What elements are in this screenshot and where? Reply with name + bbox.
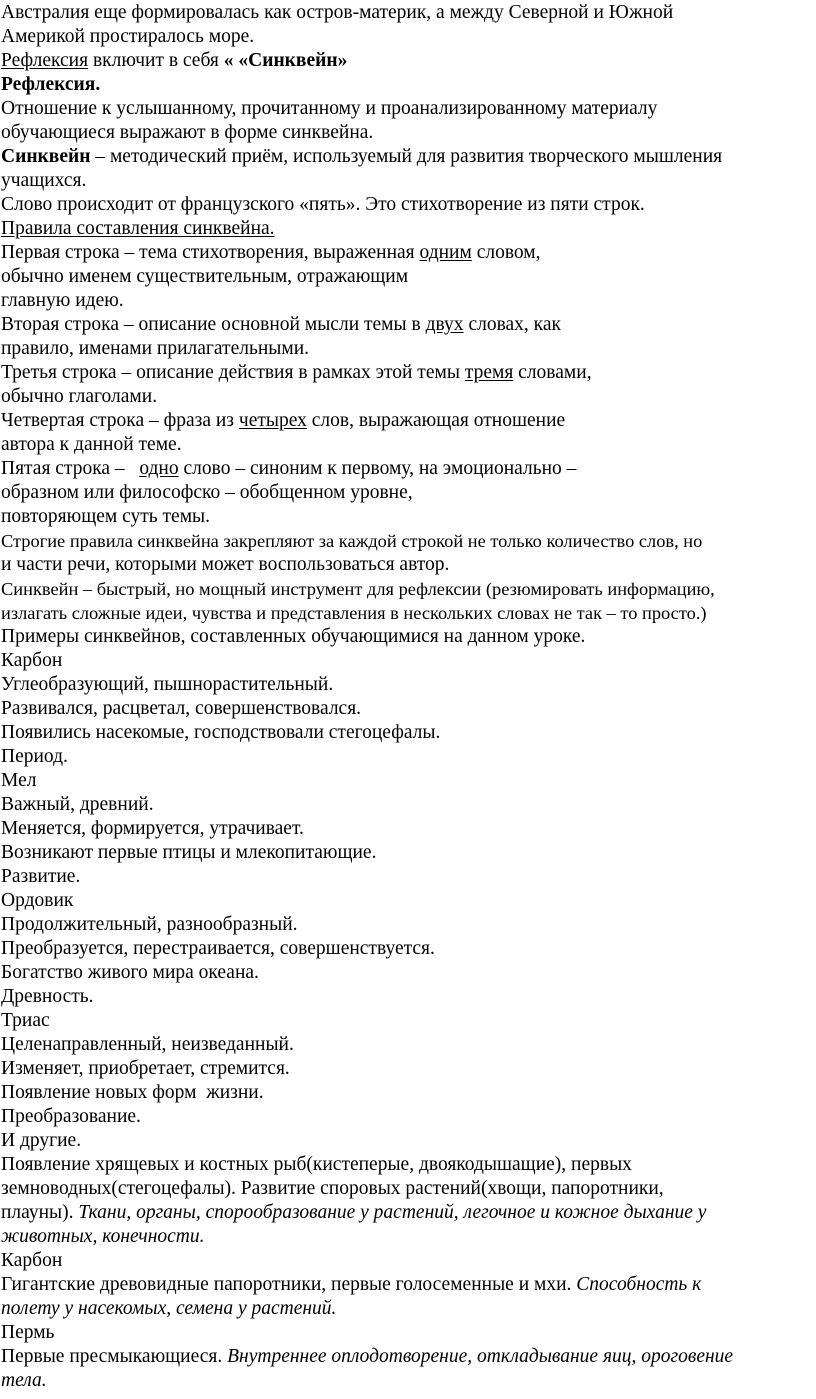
text-line (1, 1202, 706, 1224)
text-span: Третья строка – описание действия в рамках этой темы (1, 362, 465, 383)
rule-line (1, 410, 565, 432)
text-line: Древность. (1, 986, 94, 1007)
text-line: обычно глаголами. (1, 386, 158, 407)
cinquain-title: Карбон (1, 650, 63, 671)
text-span: словами, (513, 362, 592, 383)
text-line: повторяющем суть темы. (1, 506, 211, 527)
text-span: Первая строка – тема стихотворения, выраженная (1, 242, 420, 263)
text-line: учащихся. (1, 170, 87, 191)
cinquain-label: « «Синквейн» (223, 50, 348, 71)
text-line: Возникают первые птицы и млекопитающие. (1, 842, 377, 863)
italic-text: животных, конечности. (1, 1226, 205, 1247)
text-line: Целенаправленный, неизведанный. (1, 1034, 294, 1055)
emphasis-word: тремя (464, 362, 514, 383)
text-line: Преобразование. (1, 1106, 141, 1127)
text-line: Австралия еще формировалась как остров-материк, а между Северной и Южной (1, 2, 674, 23)
emphasis-word: одно (139, 458, 179, 479)
text-line: Строгие правила синквейна закрепляют за каждой строкой не только количество слов, но (1, 531, 703, 551)
text-line: обычно именем существительным, отражающим (1, 266, 409, 287)
period-title: Карбон (1, 1250, 63, 1271)
rule-line (1, 242, 541, 264)
text-span: плауны). (1, 1202, 79, 1223)
text-line: Период. (1, 746, 68, 767)
text-line: Углеобразующий, пышнорастительный. (1, 674, 334, 695)
text-line: Слово происходит от французского «пять». Это стихотворение из пяти строк. (1, 194, 645, 215)
text-line: Развитие. (1, 866, 81, 887)
text-line: Появились насекомые, господствовали стегоцефалы. (1, 722, 441, 743)
text-line: Отношение к услышанному, прочитанному и проанализированному материалу (1, 98, 658, 119)
rule-line (1, 458, 576, 480)
italic-text: Внутреннее оплодотворение, откладывание яиц, ороговение (227, 1346, 734, 1367)
text-span: Гигантские древовидные папоротники, первые голосеменные и мхи. (1, 1274, 577, 1295)
text-line: образном или философско – обобщенном уровне, (1, 482, 413, 503)
emphasis-word: четырех (238, 410, 307, 431)
text-line: излагать сложные идеи, чувства и представления в нескольких словах не так – то просто.) (1, 603, 707, 623)
rules-heading: Правила составления синквейна. (1, 218, 275, 239)
text-line: И другие. (1, 1130, 82, 1151)
text-line: правило, именами прилагательными. (1, 338, 310, 359)
emphasis-word: одним (419, 242, 472, 263)
text-span: слов, выражающая отношение (306, 410, 566, 431)
text-line: и части речи, которыми может воспользоваться автор. (1, 554, 450, 575)
text-span: словах, как (463, 314, 561, 335)
section-heading: Рефлексия. (1, 74, 101, 95)
italic-text: полету у насекомых, семена у растений. (1, 1298, 337, 1319)
text-span: словом, (471, 242, 541, 263)
cinquain-title: Триас (1, 1010, 50, 1031)
text-line: Важный, древний. (1, 794, 154, 815)
text-line: земноводных(стегоцефалы). Развитие споровых растений(хвощи, папоротники, (1, 1178, 664, 1199)
text-span: Первые пресмыкающиеся. (1, 1346, 228, 1367)
text-line: автора к данной теме. (1, 434, 182, 455)
text-span: Четвертая строка – фраза из (1, 410, 239, 431)
text-span: слово – синоним к первому, на эмоционально – (178, 458, 577, 479)
period-title: Пермь (1, 1322, 55, 1343)
cinquain-title: Ордовик (1, 890, 74, 911)
italic-text: тела. (1, 1370, 47, 1391)
text-span: включит в себя (88, 50, 224, 71)
text-line: Появление новых форм жизни. (1, 1082, 264, 1103)
text-line: Появление хрящевых и костных рыб(кистеперые, двоякодышащие), первых (1, 1154, 632, 1175)
text-line (1, 1346, 733, 1368)
emphasis-word: двух (425, 314, 464, 335)
text-line: Преобразуется, перестраивается, совершенствуется. (1, 938, 435, 959)
definition-line (1, 146, 722, 168)
text-line: Меняется, формируется, утрачивает. (1, 818, 304, 839)
text-line: Развивался, расцветал, совершенствовался. (1, 698, 362, 719)
text-span: – методический приём, используемый для развития творческого мышления (90, 146, 723, 167)
cinquain-title: Мел (1, 770, 37, 791)
text-line: главную идею. (1, 290, 124, 311)
text-line: обучающиеся выражают в форме синквейна. (1, 122, 374, 143)
term-cinquain: Синквейн (1, 146, 91, 167)
reflection-intro-line (1, 50, 347, 72)
text-line: Америкой простиралось море. (1, 26, 255, 47)
text-line: Примеры синквейнов, составленных обучающимися на данном уроке. (1, 626, 586, 647)
text-line: Изменяет, приобретает, стремится. (1, 1058, 290, 1079)
rule-line (1, 362, 592, 384)
rule-line (1, 314, 561, 336)
italic-text: Ткани, органы, спорообразование у растений, легочное и кожное дыхание у (78, 1202, 707, 1223)
reflection-link-text: Рефлексия (1, 50, 89, 71)
text-line: Синквейн – быстрый, но мощный инструмент для рефлексии (резюмировать информацию, (1, 579, 715, 599)
text-line: Продолжительный, разнообразный. (1, 914, 298, 935)
text-line: Богатство живого мира океана. (1, 962, 259, 983)
text-line (1, 1274, 701, 1296)
text-span: Пятая строка – (1, 458, 140, 479)
italic-text: Способность к (576, 1274, 702, 1295)
text-span: Вторая строка – описание основной мысли темы в (1, 314, 426, 335)
